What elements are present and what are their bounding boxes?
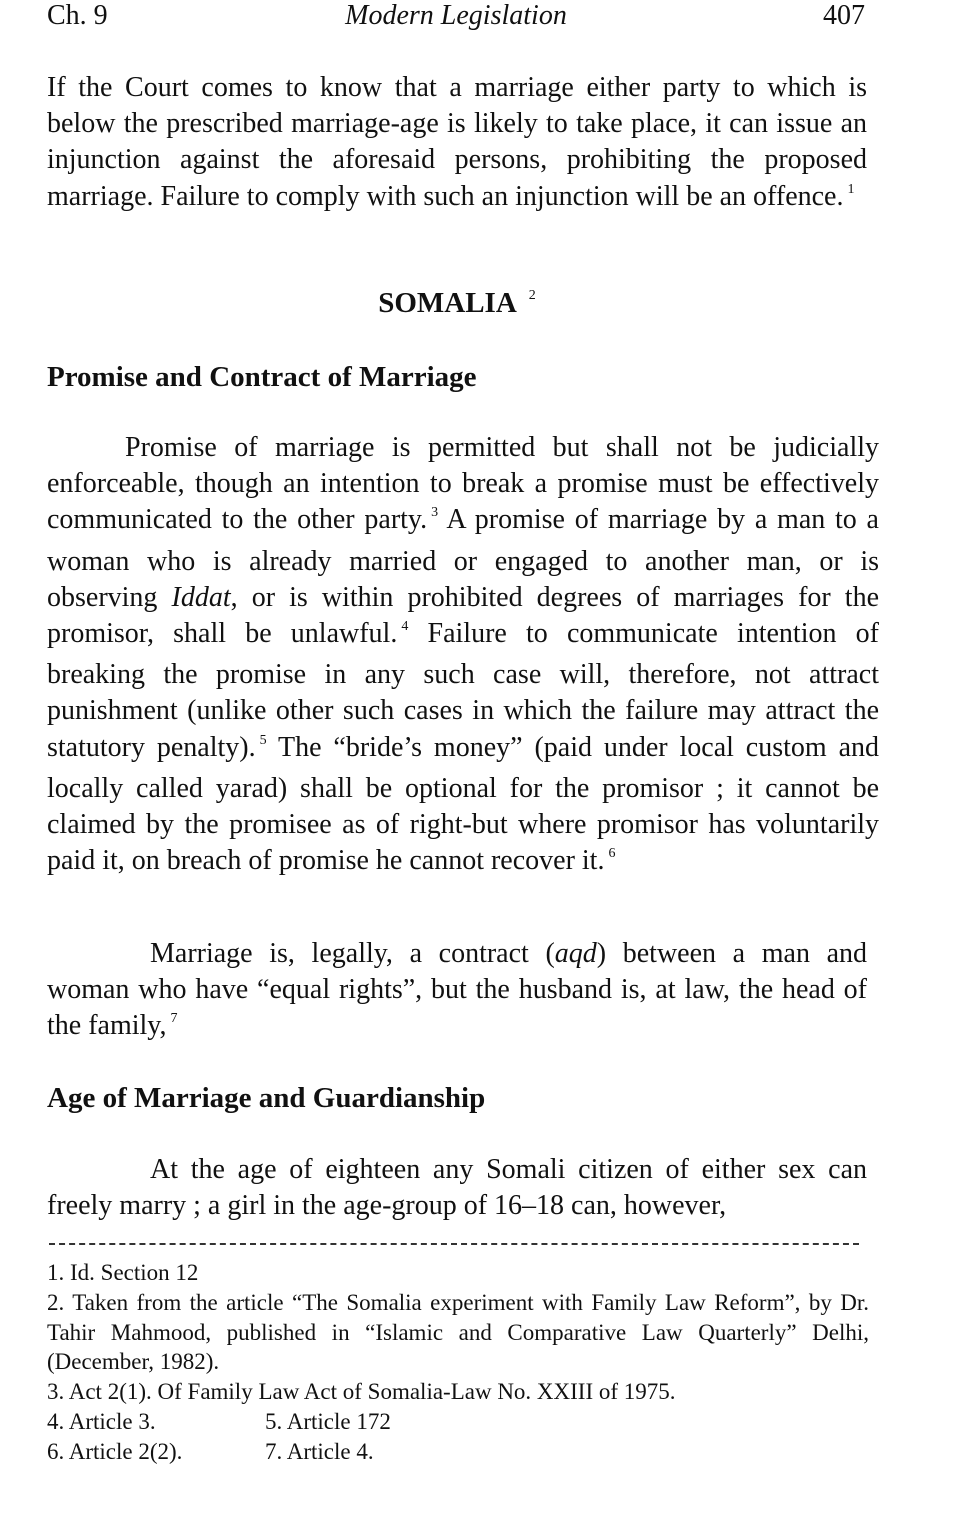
heading-age: Age of Marriage and Guardianship <box>47 1082 486 1114</box>
contract-text-b: ) between a man and woman who have “equal rights”, but the husband is, at law, the head of the family, <box>47 938 868 1042</box>
intro-text: If the Court comes to know that a marriage either party to which is below the prescribed marriage-age is likely to take place, it can issue an injunction against the aforesaid persons, prohibiting the proposed marriage. Failure to comply with such an injunction will be an offence. <box>47 72 867 212</box>
footnote-6: 6. Article 2(2). <box>47 1438 183 1464</box>
age-text: At the age of eighteen any Somali citizen of either sex can freely marry ; a girl in the age-group of 16–18 can, however, <box>47 1154 867 1222</box>
footnote-4: 4. Article 3. <box>47 1408 156 1434</box>
page-number: 407 <box>823 0 865 31</box>
promise-text-d: Failure to communicate intention of breaking the promise in any such case will, therefore, not attract punishment (unlike other such cases in which the failure may attract the statutory penalty). <box>47 618 879 763</box>
aqd-term: aqd <box>554 938 597 969</box>
contract-text-a: Marriage is, legally, a contract ( <box>150 938 555 969</box>
footnote-ref-5: 5 <box>259 732 267 748</box>
intro-paragraph <box>47 70 867 220</box>
promise-paragraph-1 <box>47 430 879 884</box>
promise-text-c: , or is within prohibited degrees of marriages for the promisor, shall be unlawful. <box>47 581 880 650</box>
footnote-ref-2: 2 <box>528 288 536 303</box>
footnote-ref-3: 3 <box>431 505 439 521</box>
footnote-separator <box>49 1243 859 1245</box>
promise-paragraph-2 <box>47 936 867 1050</box>
section-title-text: SOMALIA <box>378 287 517 319</box>
chapter-label: Ch. 9 <box>47 0 108 31</box>
section-title <box>47 285 867 327</box>
footnote-1: 1. Id. Section 12 <box>47 1260 199 1285</box>
footnote-7: 7. Article 4. <box>265 1438 374 1464</box>
footnotes <box>47 1258 869 1467</box>
iddat-term: Iddat <box>171 581 231 613</box>
footnote-ref-1: 1 <box>847 181 855 197</box>
promise-text-b: A promise of marriage by a man to a woman who is already married or engaged to another man, or is observing <box>47 504 879 613</box>
footnote-row-4-5 <box>47 1407 869 1437</box>
age-paragraph <box>47 1152 867 1224</box>
footnote-ref-7: 7 <box>170 1011 178 1027</box>
footnote-row-6-7 <box>47 1437 869 1467</box>
footnote-3: 3. Act 2(1). Of Family Law Act of Somalia-Law No. XXIII of 1975. <box>47 1379 676 1405</box>
footnote-ref-4: 4 <box>401 619 409 635</box>
promise-text-e: The “bride’s money” (paid under local custom and locally called yarad) shall be optional for the promisor ; it cannot be claimed by the promisee as of right-but where promisor has voluntarily paid it, on breach of promise he cannot recover it. <box>47 731 879 877</box>
promise-text-a: Promise of marriage is permitted but shall not be judicially enforceable, though an intention to break a promise must be effectively communicated to the other party. <box>47 432 879 536</box>
running-header <box>47 0 865 34</box>
heading-promise: Promise and Contract of Marriage <box>47 361 477 393</box>
running-title: Modern Legislation <box>345 0 567 31</box>
footnote-5: 5. Article 172 <box>265 1408 391 1434</box>
footnote-2: 2. Taken from the article “The Somalia experiment with Family Law Reform”, by Dr. Tahir Mahmood, published in “Islamic and Comparative Law Quarterly” Delhi, (December, 1982). <box>47 1289 869 1375</box>
footnote-ref-6: 6 <box>608 846 616 862</box>
